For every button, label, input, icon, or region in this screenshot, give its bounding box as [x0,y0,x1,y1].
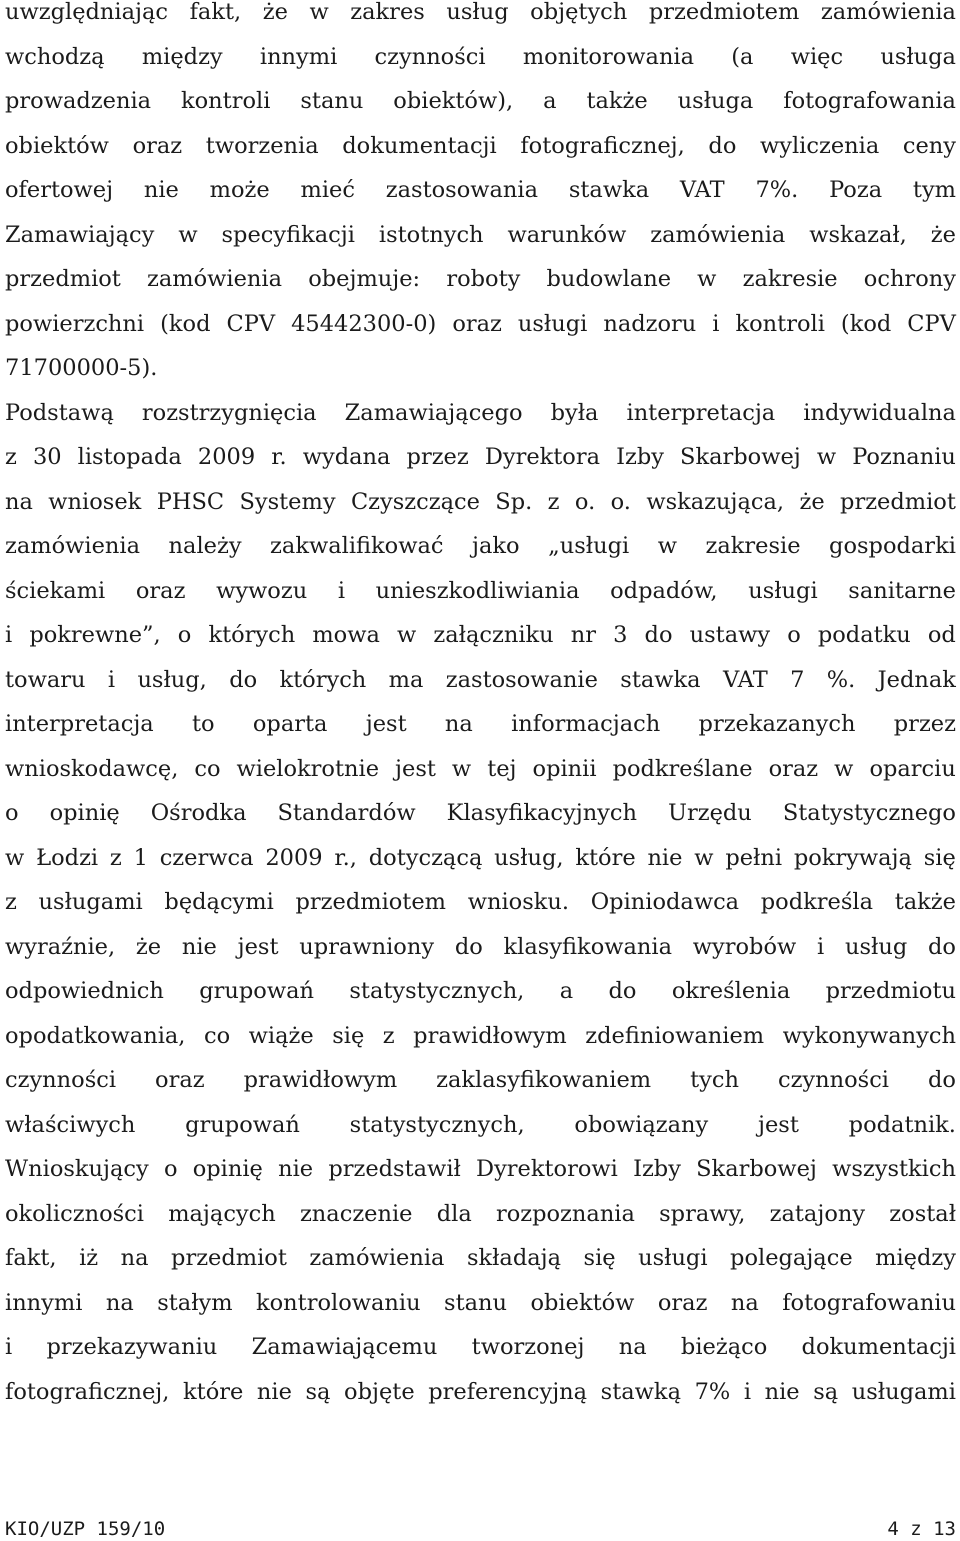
text-line: właściwych grupowań statystycznych, obowiązany jest podatnik. [5,1111,956,1138]
text-line: fotograficznej, które nie są objęte preferencyjną stawką 7% i nie są usługami [5,1378,956,1405]
text-line: ściekami oraz wywozu i unieszkodliwiania odpadów, usługi sanitarne [5,577,956,604]
text-line: Zamawiający w specyfikacji istotnych warunków zamówienia wskazał, że [5,221,956,248]
text-line: towaru i usług, do których ma zastosowanie stawka VAT 7 %. Jednak [5,666,956,693]
text-line: czynności oraz prawidłowym zaklasyfikowaniem tych czynności do [5,1067,956,1093]
text-line: okoliczności mających znaczenie dla rozpoznania sprawy, zatajony został [5,1200,956,1227]
text-line: obiektów oraz tworzenia dokumentacji fotograficznej, do wyliczenia ceny [5,132,956,159]
case-reference: KIO/UZP 159/10 [5,1518,166,1540]
text-line: prowadzenia kontroli stanu obiektów), a także usługa fotografowania [5,88,956,114]
text-line: i pokrewne”, o których mowa w załączniku nr 3 do ustawy o podatku od [5,622,956,648]
text-line: wyraźnie, że nie jest uprawniony do klasyfikowania wyrobów i usług do [5,933,956,960]
text-line: na wniosek PHSC Systemy Czyszczące Sp. z o. o. wskazująca, że przedmiot [5,488,956,515]
text-line: 71700000-5). [5,355,158,381]
body-text [5,0,956,1424]
text-line: uwzględniając fakt, że w zakres usług objętych przedmiotem zamówienia [5,0,956,25]
text-line: innymi na stałym kontrolowaniu stanu obiektów oraz na fotografowaniu [5,1289,956,1316]
text-line: z usługami będącymi przedmiotem wniosku. Opiniodawca podkreśla także [5,889,956,915]
text-line: ofertowej nie może mieć zastosowania stawka VAT 7%. Poza tym [5,177,956,203]
page-number: 4 z 13 [887,1518,956,1540]
text-line: Podstawą rozstrzygnięcia Zamawiającego była interpretacja indywidualna [5,399,956,426]
text-line: wnioskodawcę, co wielokrotnie jest w tej opinii podkreślane oraz w oparciu [5,755,956,782]
text-line: w Łodzi z 1 czerwca 2009 r., dotyczącą usług, które nie w pełni pokrywają się [5,844,956,871]
text-line: o opinię Ośrodka Standardów Klasyfikacyjnych Urzędu Statystycznego [5,800,956,826]
text-line: wchodzą między innymi czynności monitorowania (a więc usługa [5,43,956,70]
text-line: odpowiednich grupowań statystycznych, a do określenia przedmiotu [5,978,956,1004]
text-line: opodatkowania, co wiąże się z prawidłowym zdefiniowaniem wykonywanych [5,1022,956,1049]
text-line: interpretacja to oparta jest na informacjach przekazanych przez [5,711,956,737]
text-line: Wnioskujący o opinię nie przedstawił Dyrektorowi Izby Skarbowej wszystkich [5,1156,956,1182]
text-line: z 30 listopada 2009 r. wydana przez Dyrektora Izby Skarbowej w Poznaniu [5,444,956,470]
text-line: przedmiot zamówienia obejmuje: roboty budowlane w zakresie ochrony [5,266,956,292]
text-line: zamówienia należy zakwalifikować jako „usługi w zakresie gospodarki [5,533,956,559]
text-line: i przekazywaniu Zamawiającemu tworzonej na bieżąco dokumentacji [5,1334,956,1360]
text-line: fakt, iż na przedmiot zamówienia składają się usługi polegające między [5,1245,956,1271]
text-line: powierzchni (kod CPV 45442300-0) oraz usługi nadzoru i kontroli (kod CPV [5,310,956,337]
page-footer [5,1518,956,1540]
